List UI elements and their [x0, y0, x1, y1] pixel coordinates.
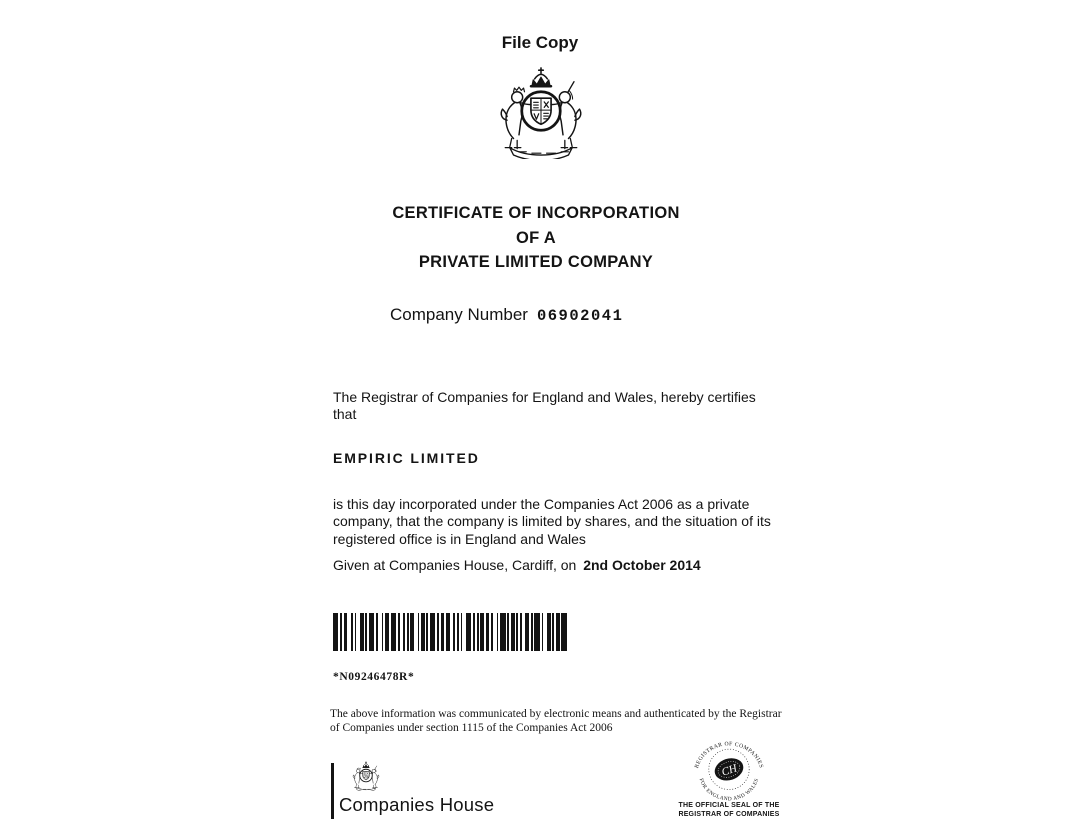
title-line-2: OF A	[515, 228, 556, 247]
royal-coat-of-arms-icon	[486, 63, 596, 159]
company-name: EMPIRIC LIMITED	[333, 450, 480, 466]
title-line-1: CERTIFICATE OF INCORPORATION	[392, 204, 680, 222]
seal-ring-bottom-text: FOR ENGLAND AND WALES	[697, 777, 761, 802]
seal-caption-line-2: REGISTRAR OF COMPANIES	[678, 810, 780, 818]
company-number-value: 06902041	[536, 307, 624, 325]
companies-house-wordmark: Companies House	[339, 794, 495, 815]
svg-text:FOR ENGLAND AND WALES	[698, 778, 761, 802]
official-seal-icon	[686, 735, 772, 802]
given-date: 2nd October 2014	[583, 557, 701, 573]
seal-ring-top-text: REGISTRAR OF COMPANIES	[694, 741, 764, 769]
certificate-title	[0, 201, 1072, 275]
seal-caption	[654, 802, 804, 819]
companies-house-crest-icon	[348, 760, 384, 791]
file-copy-heading: File Copy	[501, 33, 579, 52]
incorporation-text: is this day incorporated under the Companies Act 2006 as a private company, that the company is limited by shares, and the situation of its registered office is in England and Wales	[333, 496, 771, 547]
barcode-text: *N09246478R*	[333, 671, 415, 683]
given-at-prefix: Given at Companies House, Cardiff, on	[333, 557, 577, 573]
barcode	[333, 613, 567, 651]
authentication-footnote: The above information was communicated by electronic means and authenticated by the Registrar of Companies under section 1115 of the Companies Act 2006	[330, 708, 782, 735]
logo-divider-bar	[331, 763, 334, 819]
given-at-line	[333, 557, 701, 574]
certifies-text: The Registrar of Companies for England and Wales, hereby certifies that	[333, 389, 756, 423]
company-number-label: Company Number	[390, 305, 528, 324]
seal-monogram: CH	[720, 762, 739, 779]
title-line-3: PRIVATE LIMITED COMPANY	[418, 253, 654, 271]
seal-caption-line-1: THE OFFICIAL SEAL OF THE	[678, 802, 780, 809]
company-number-line	[390, 305, 623, 325]
companies-house-logo	[331, 760, 511, 822]
